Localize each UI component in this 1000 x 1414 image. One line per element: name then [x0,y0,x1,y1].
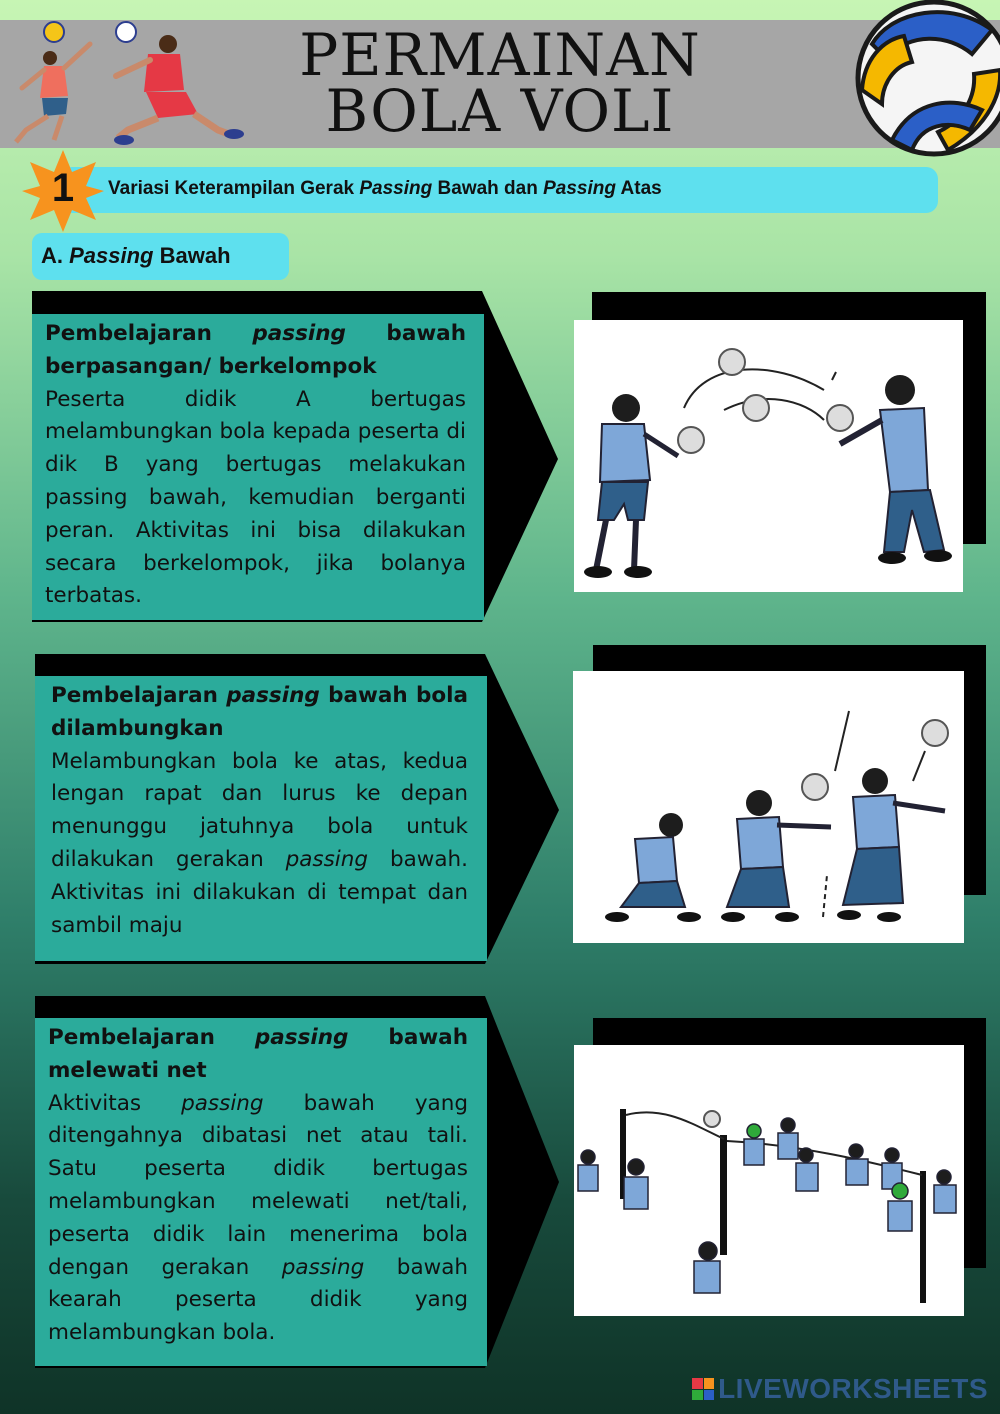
photo-tossed-ball-passing [573,671,964,943]
volleyball-icon [852,0,1000,158]
card-3-title: Pembelajaran passing bawah melewati net [48,1025,468,1083]
card-1-text [45,318,466,613]
photo-net-passing [574,1045,964,1316]
subsection-heading: A. Passing Bawah [41,243,231,268]
card-1-body: Peserta didik A bertugas melambungkan bola kepada peserta di dik B yang bertugas melakukan passing bawah, kemudian berganti peran. Aktivitas ini bisa dilakukan secara berkelompok, jika bolanya terbatas. [45,386,466,609]
watermark-text: LIVEWORKSHEETS [718,1373,988,1404]
step-number: 1 [51,166,75,210]
photo-pair-passing [574,320,963,592]
card-1-title: Pembelajaran passing bawah berpasangan/ berkelompok [45,321,466,379]
card-3-text [48,1022,468,1350]
page-title-line-1: PERMAINAN [299,21,701,89]
card-2-body: Melambungkan bola ke atas, kedua lengan rapat dan lurus ke depan menunggu jatuhnya bola untuk dilakukan gerakan passing bawah. Aktivitas ini dilakukan di tempat dan sambil maju [51,748,468,938]
liveworksheets-logo [692,1374,988,1404]
card-2-title: Pembelajaran passing bawah bola dilambungkan [51,683,468,741]
card-3-body: Aktivitas passing bawah yang ditengahnya dibatasi net atau tali. Satu peserta didik bertugas melambungkan melewati net/tali, peserta didik lain menerima bola dengan gerakan passing bawah kearah peserta didik yang melambungkan bola. [48,1090,469,1346]
liveworksheets-icon [692,1378,714,1400]
page-title-line-2: BOLA VOLI [325,77,675,145]
card-2-text [51,680,468,942]
section-heading: Variasi Keterampilan Gerak Passing Bawah dan Passing Atas [108,178,662,199]
